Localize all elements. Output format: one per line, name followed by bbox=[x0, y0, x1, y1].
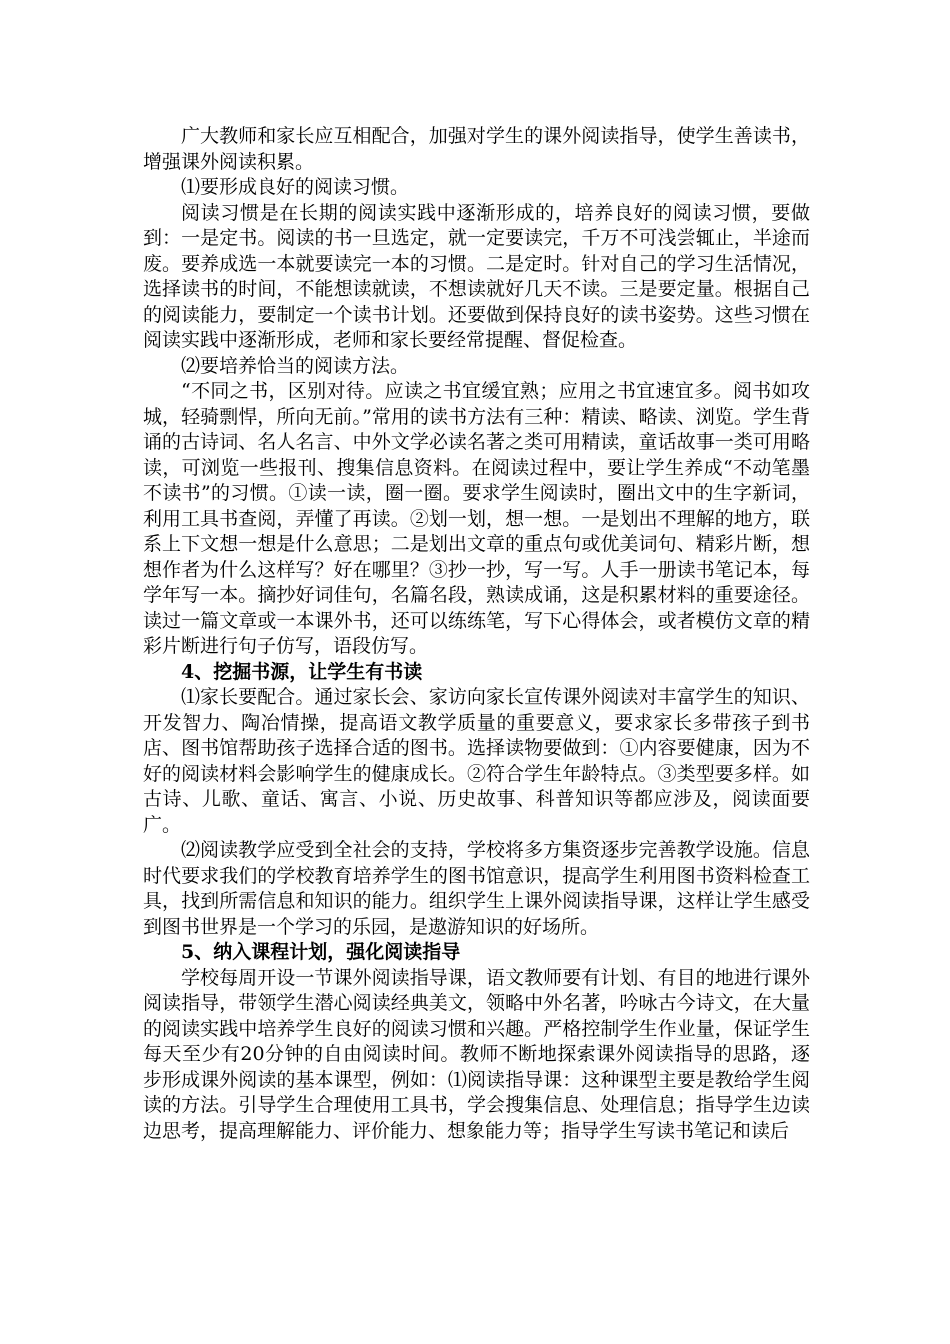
paragraph-reading-habits: 阅读习惯是在长期的阅读实践中逐渐形成的，培养良好的阅读习惯，要做到：一是定书。阅读的书一旦选定，就一定要读完，千万不可浅尝辄止，半途而废。要养成选一本就要读完一本的习惯。二是定时。针对自己的学习生活情况，选择读书的时间，不能想读就读，不想读就好几天不读。三是要定量。根据自己的阅读能力，要制定一个读书计划。还要做到保持良好的读书姿势。这些习惯在阅读实践中逐渐形成，老师和家长要经常提醒、督促检查。 bbox=[143, 201, 810, 351]
subheading-reading-methods: ⑵要培养恰当的阅读方法。 bbox=[181, 354, 410, 377]
section-heading-5: 5、纳入课程计划，强化阅读指导 bbox=[181, 941, 461, 963]
subheading-reading-habits: ⑴要形成良好的阅读习惯。 bbox=[181, 176, 410, 198]
paragraph-curriculum-plan: 学校每周开设一节课外阅读指导课，语文教师要有计划、有目的地进行课外阅读指导，带领学生潜心阅读经典美文，领略中外名著，吟咏古今诗文，在大量的阅读实践中培养学生良好的阅读习惯和兴趣。严格控制学生作业量，保证学生每天至少有20分钟的自由阅读时间。教师不断地探索课外阅读指导的思路，逐步形成课外阅读的基本课型，例如：⑴阅读指导课：这种课型主要是教给学生阅读的方法。引导学生合理使用工具书，学会搜集信息、处理信息；指导学生边读边思考，提高理解能力、评价能力、想象能力等；指导学生写读书笔记和读后 bbox=[143, 966, 810, 1142]
section-heading-4: 4、挖掘书源，让学生有书读 bbox=[181, 660, 423, 683]
document-page bbox=[143, 124, 810, 1144]
paragraph-parents-cooperate: ⑴家长要配合。通过家长会、家访向家长宣传课外阅读对丰富学生的知识、开发智力、陶冶情操，提高语文教学质量的重要意义，要求家长多带孩子到书店、图书馆帮助孩子选择合适的图书。选择读物要做到：①内容要健康，因为不好的阅读材料会影响学生的健康成长。②符合学生年龄特点。③类型要多样。如古诗、儿歌、童话、寓言、小说、历史故事、科普知识等都应涉及，阅读面要广。 bbox=[143, 686, 810, 836]
paragraph-intro: 广大教师和家长应互相配合，加强对学生的课外阅读指导，使学生善读书，增强课外阅读积累。 bbox=[143, 125, 810, 173]
paragraph-society-support: ⑵阅读教学应受到全社会的支持，学校将多方集资逐步完善教学设施。信息时代要求我们的学校教育培养学生的图书馆意识，提高学生利用图书资料检查工具，找到所需信息和知识的能力。组织学生上课外阅读指导课，这样让学生感受到图书世界是一个学习的乐园，是遨游知识的好场所。 bbox=[143, 839, 810, 938]
paragraph-reading-methods: “不同之书，区别对待。应读之书宜缓宜熟；应用之书宜速宜多。阅书如攻城，轻骑剽悍，所向无前。”常用的读书方法有三种：精读、略读、浏览。学生背诵的古诗词、名人名言、中外文学必读名著之类可用精读，童话故事一类可用略读，可浏览一些报刊、搜集信息资料。在阅读过程中，要让学生养成“不动笔墨不读书”的习惯。①读一读，圈一圈。要求学生阅读时，圈出文中的生字新词，利用工具书查阅，弄懂了再读。②划一划，想一想。一是划出不理解的地方，联系上下文想一想是什么意思；二是划出文章的重点句或优美词句、精彩片断，想想作者为什么这样写？好在哪里？③抄一抄，写一写。人手一册读书笔记本，每学年写一本。摘抄好词佳句，名篇名段，熟读成诵，这是积累材料的重要途径。读过一篇文章或一本课外书，还可以练练笔，写下心得体会，或者模仿文章的精彩片断进行句子仿写，语段仿写。 bbox=[143, 380, 810, 657]
